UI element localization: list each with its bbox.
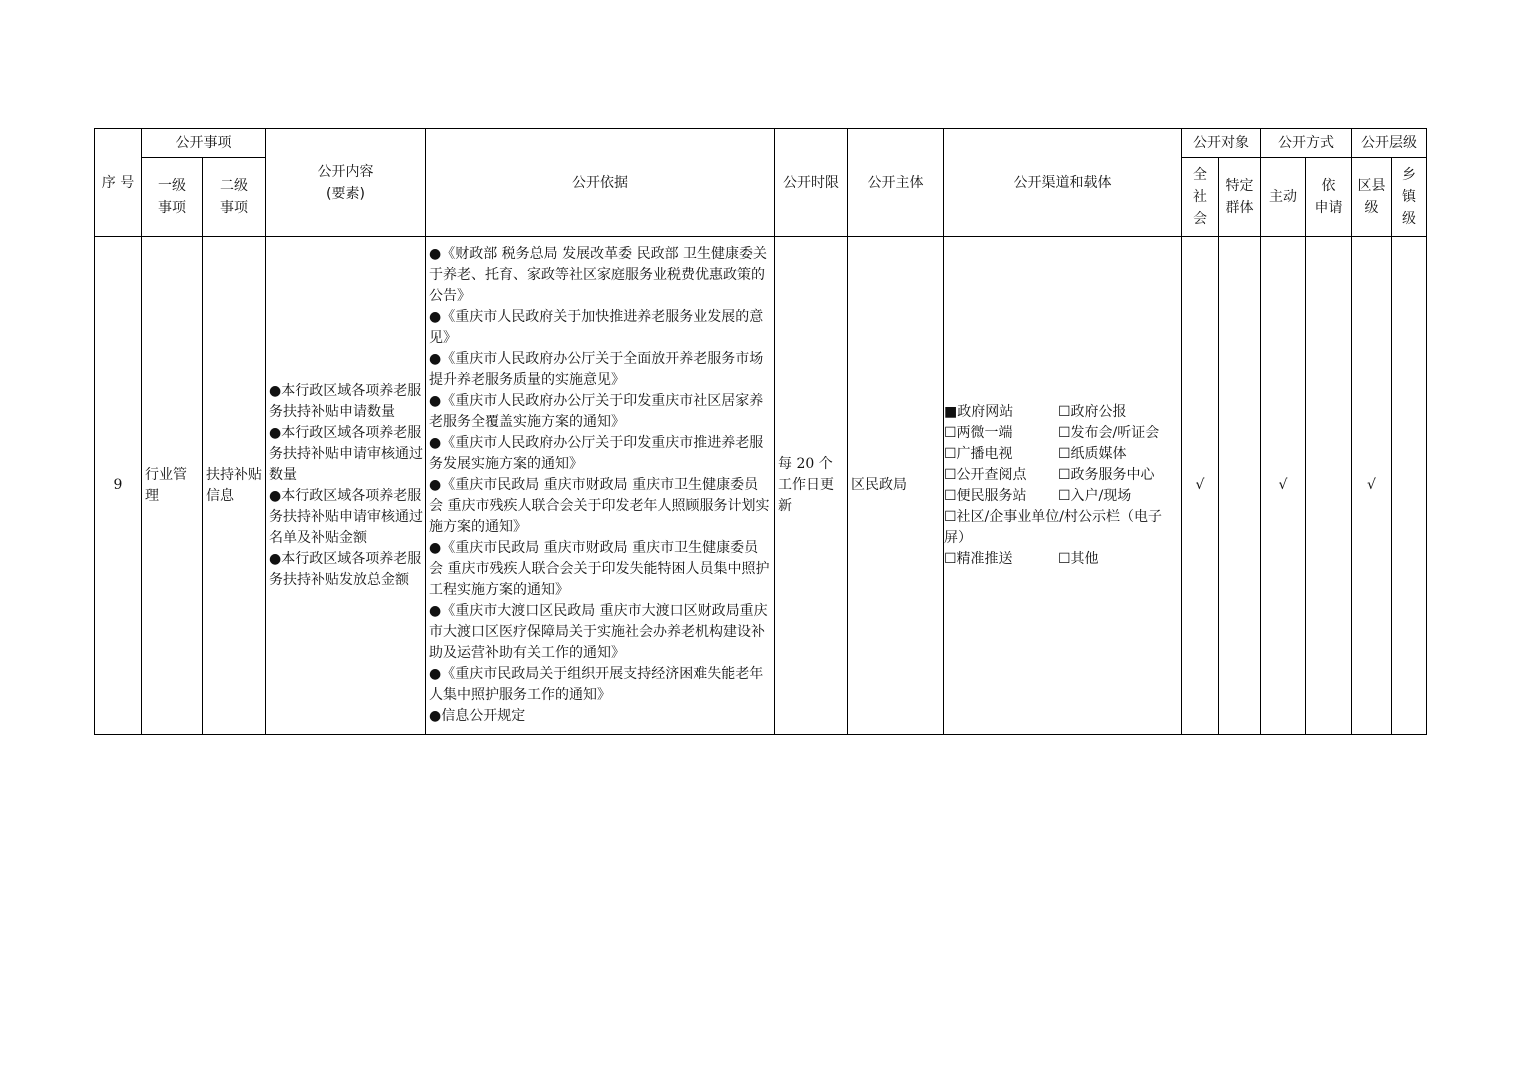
channel-gov-gazette: ☐政府公报 xyxy=(1058,403,1127,420)
header-seq: 序 号 xyxy=(95,129,142,237)
basis-item: ●《重庆市人民政府办公厅关于印发重庆市推进养老服务发展实施方案的通知》 xyxy=(429,435,764,472)
cell-seq: 9 xyxy=(95,237,142,735)
channel-press: ☐发布会/听证会 xyxy=(1058,424,1160,441)
header-specific-group-1: 特定 xyxy=(1225,178,1254,194)
channel-two-wei: ☐两微一端 xyxy=(944,424,1013,441)
content-item: ●本行政区域各项养老服务扶持补贴申请审核通过数量 xyxy=(269,424,423,483)
channel-broadcast: ☐广播电视 xyxy=(944,445,1013,462)
disclosure-table xyxy=(94,128,1427,735)
header-specific-group xyxy=(1219,158,1261,237)
cell-active: √ xyxy=(1261,237,1306,735)
channel-board: ☐社区/企事业单位/村公示栏（电子屏） xyxy=(944,508,1162,546)
basis-list xyxy=(429,244,772,727)
header-channels: 公开渠道和载体 xyxy=(944,129,1182,237)
channel-door: ☐入户/现场 xyxy=(1058,487,1132,504)
cell-on-request xyxy=(1306,237,1352,735)
header-township-1: 乡 xyxy=(1402,167,1416,183)
channel-gov-site: ■政府网站 xyxy=(944,403,1014,420)
header-county-stack xyxy=(1358,175,1386,219)
content-item: ●本行政区域各项养老服务扶持补贴申请审核通过名单及补贴金额 xyxy=(269,487,423,546)
header-all-society xyxy=(1182,158,1219,237)
channel-row xyxy=(944,549,1181,570)
header-township-stack xyxy=(1402,164,1416,230)
cell-specific-group xyxy=(1219,237,1261,735)
basis-item: ●《重庆市大渡口区民政局 重庆市大渡口区财政局重庆市大渡口区医疗保障局关于实施社会办养老机构建设补助及运营补助有关工作的通知》 xyxy=(429,603,768,661)
header-group-method: 公开方式 xyxy=(1261,129,1352,158)
cell-subject: 区民政局 xyxy=(848,237,944,735)
cell-content xyxy=(266,237,426,735)
header-on-request-stack xyxy=(1315,175,1343,219)
header-on-request-2: 申请 xyxy=(1314,200,1343,216)
header-active: 主动 xyxy=(1261,158,1306,237)
header-level2-text: 二级 事项 xyxy=(220,178,248,216)
basis-item: ●《重庆市民政局 重庆市财政局 重庆市卫生健康委员会 重庆市残疾人联合会关于印发老年人照顾服务计划实施方案的通知》 xyxy=(429,477,770,535)
content-item: ●本行政区域各项养老服务扶持补贴申请数量 xyxy=(269,382,422,420)
channel-other: ☐其他 xyxy=(1058,550,1099,567)
header-row-1 xyxy=(95,129,1427,158)
cell-level1: 行业管理 xyxy=(142,237,203,735)
basis-item: ●《重庆市人民政府办公厅关于印发重庆市社区居家养老服务全覆盖实施方案的通知》 xyxy=(429,393,764,430)
header-level1-text: 一级 事项 xyxy=(158,178,186,216)
cell-time-limit: 每 20 个工作日更新 xyxy=(775,237,848,735)
basis-item: ●《财政部 税务总局 发展改革委 民政部 卫生健康委关于养老、托育、家政等社区家庭服务业税费优惠政策的公告》 xyxy=(429,246,768,304)
header-township xyxy=(1392,158,1427,237)
header-group-target: 公开对象 xyxy=(1182,129,1261,158)
header-county-1: 区县 xyxy=(1357,178,1386,194)
header-on-request-1: 依 xyxy=(1321,178,1336,194)
cell-county: √ xyxy=(1352,237,1392,735)
content-list xyxy=(269,381,423,591)
channel-row xyxy=(944,486,1181,507)
header-content xyxy=(266,129,426,237)
header-township-2: 镇 xyxy=(1402,189,1416,205)
header-specific-group-2: 群体 xyxy=(1225,200,1254,216)
header-all-society-stack xyxy=(1193,164,1207,230)
header-subject: 公开主体 xyxy=(848,129,944,237)
cell-township xyxy=(1392,237,1427,735)
header-level1 xyxy=(142,158,203,237)
basis-item: ●《重庆市人民政府关于加快推进养老服务业发展的意见》 xyxy=(429,309,764,346)
channel-convenience: ☐便民服务站 xyxy=(944,487,1027,504)
header-all-society-2: 社 xyxy=(1193,189,1207,205)
header-level2 xyxy=(203,158,266,237)
header-group-items: 公开事项 xyxy=(142,129,266,158)
header-all-society-1: 全 xyxy=(1193,167,1207,183)
cell-basis xyxy=(426,237,775,735)
cell-all-society: √ xyxy=(1182,237,1219,735)
header-township-3: 级 xyxy=(1402,211,1416,227)
channel-paper: ☐纸质媒体 xyxy=(1058,445,1127,462)
header-county-2: 级 xyxy=(1364,200,1379,216)
channel-service-center: ☐政务服务中心 xyxy=(1058,466,1155,483)
header-time-limit: 公开时限 xyxy=(775,129,848,237)
header-all-society-3: 会 xyxy=(1193,211,1207,227)
channel-row xyxy=(944,423,1181,444)
channel-row xyxy=(944,444,1181,465)
header-group-level: 公开层级 xyxy=(1352,129,1427,158)
header-county xyxy=(1352,158,1392,237)
header-specific-group-stack xyxy=(1226,175,1254,219)
header-on-request xyxy=(1306,158,1352,237)
channel-row xyxy=(944,465,1181,486)
table-row xyxy=(95,237,1427,735)
header-basis: 公开依据 xyxy=(426,129,775,237)
channel-row xyxy=(944,402,1181,423)
basis-item: ●《重庆市民政局 重庆市财政局 重庆市卫生健康委员会 重庆市残疾人联合会关于印发失能特困人员集中照护工程实施方案的通知》 xyxy=(429,540,770,598)
basis-item: ●《重庆市人民政府办公厅关于全面放开养老服务市场提升养老服务质量的实施意见》 xyxy=(429,351,764,388)
cell-channels xyxy=(944,237,1182,735)
basis-item: ●《重庆市民政局关于组织开展支持经济困难失能老年人集中照护服务工作的通知》 xyxy=(429,666,764,703)
content-item: ●本行政区域各项养老服务扶持补贴发放总金额 xyxy=(269,550,422,588)
cell-level2: 扶持补贴信息 xyxy=(203,237,266,735)
basis-item: ●信息公开规定 xyxy=(429,708,526,724)
channel-precise: ☐精准推送 xyxy=(944,550,1013,567)
header-content-text: 公开内容 (要素) xyxy=(317,163,374,202)
channel-inquiry: ☐公开查阅点 xyxy=(944,466,1027,483)
